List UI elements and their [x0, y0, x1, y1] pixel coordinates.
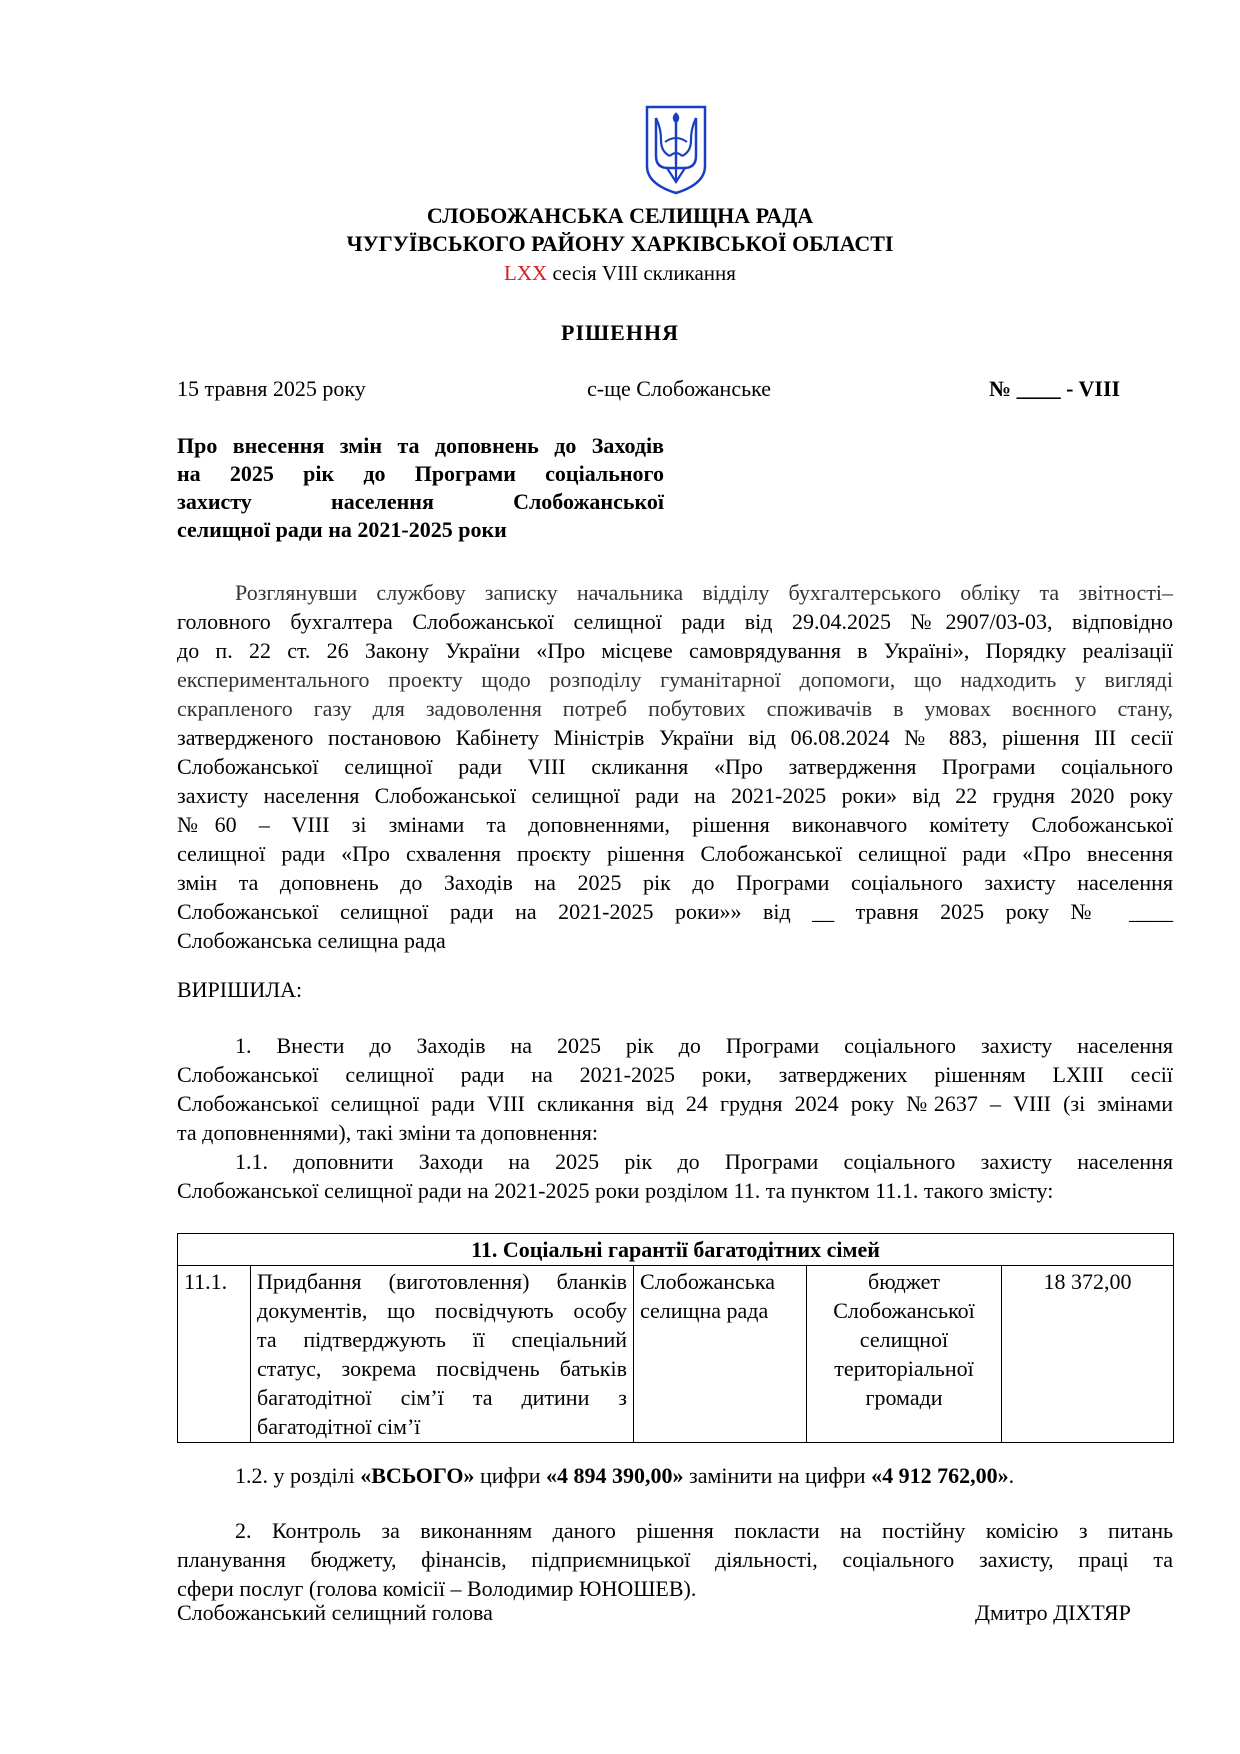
preamble-line: затвердженого постановою Кабінету Міністрів України від 06.08.2024 № 883, рішення ІІІ сесії	[177, 725, 1173, 750]
preamble-line: експериментального проекту щодо розподілу гуманітарної допомоги, що надходить у вигляді	[177, 667, 1173, 692]
decision-place: с-ще Слобожанське	[587, 376, 772, 401]
measure-line: та підтверджують її спеціальний	[257, 1327, 627, 1352]
item-1	[177, 1031, 1173, 1147]
item-1-2-suffix: .	[1008, 1463, 1015, 1488]
subject-line: на 2025 рік до Програми соціального	[177, 461, 664, 486]
decision-number: № ____ - VIII	[989, 376, 1121, 401]
item-1-1-line: 1.1. доповнити Заходи на 2025 рік до Програми соціального захисту населення	[235, 1149, 1173, 1174]
preamble	[177, 578, 1173, 955]
preamble-line: головного бухгалтера Слобожанської селищної ради від 29.04.2025 №2907/03-03, відповідно	[177, 609, 1173, 634]
item-1-1	[177, 1147, 1173, 1205]
item-1-2-mid1: цифри	[474, 1463, 547, 1488]
item-1-line: 1. Внести до Заходів на 2025 рік до Програми соціального захисту населення	[235, 1033, 1173, 1058]
measure-line: багатодітної сім’ї та дитини з	[257, 1385, 627, 1410]
decision-subject	[177, 432, 664, 544]
preamble-line: Розглянувши службову записку начальника відділу бухгалтерського обліку та звітності–	[235, 580, 1173, 605]
item-1-1-line: Слобожанської селищної ради на 2021-2025 роки розділом 11. та пунктом 11.1. такого змісту:	[177, 1178, 1054, 1203]
item-1-2-section: «ВСЬОГО»	[360, 1463, 475, 1488]
subject-line: селищної ради на 2021-2025 роки	[177, 517, 507, 542]
council-name: СЛОБОЖАНСЬКА СЕЛИЩНА РАДА	[426, 203, 814, 228]
preamble-line: Слобожанська селищна рада	[177, 928, 446, 953]
item-2-line: сфери послуг (голова комісії – Володимир ЮНОШЕВ).	[177, 1576, 697, 1601]
coat-of-arms-icon	[643, 104, 709, 196]
item-1-line: Слобожанської селищної ради на 2021-2025 роки, затверджених рішенням LXIII сесії	[177, 1062, 1173, 1087]
preamble-line: скрапленого газу для задоволення потреб побутових споживачів в умовах воєнного стану,	[177, 696, 1173, 721]
measure-line: статус, зокрема посвідчень батьків	[257, 1356, 627, 1381]
preamble-line: до п. 22 ст. 26 Закону України «Про місцеве самоврядування в Україні», Порядку реалізації	[177, 638, 1173, 663]
document-title: РІШЕННЯ	[561, 320, 679, 345]
row-executor	[634, 1266, 807, 1443]
item-1-line: Слобожанської селищної ради VIII скликання від 24 грудня 2024 року №2637 – VIII (зі змінами	[177, 1091, 1173, 1116]
measures-table	[177, 1233, 1174, 1443]
item-2-line: планування бюджету, фінансів, підприємницької діяльності, соціального захисту, праці та	[177, 1547, 1173, 1572]
decided-label: ВИРІШИЛА:	[177, 977, 303, 1002]
source-line: бюджет	[868, 1269, 940, 1294]
session-number: LXX	[504, 261, 548, 285]
session-convocation: сесія VIII скликання	[547, 261, 736, 285]
item-1-2-mid2: замінити на цифри	[683, 1463, 872, 1488]
signature-name: Дмитро ДІХТЯР	[975, 1600, 1131, 1625]
signature-position: Слобожанський селищний голова	[177, 1600, 493, 1625]
source-line: Слобожанської	[833, 1298, 975, 1323]
source-line: селищної	[859, 1327, 949, 1352]
subject-line: захисту населення Слобожанської	[177, 489, 664, 514]
item-1-2-prefix: 1.2. у розділі	[235, 1463, 361, 1488]
executor-line: Слобожанська	[640, 1269, 775, 1294]
measure-line: Придбання (виготовлення) бланків	[257, 1269, 627, 1294]
measure-line: багатодітної сім’ї	[257, 1414, 421, 1439]
item-2-line: 2. Контроль за виконанням даного рішення покласти на постійну комісію з питань	[235, 1518, 1173, 1543]
subject-line: Про внесення змін та доповнень до Заходів	[177, 433, 664, 458]
row-funding-source	[807, 1266, 1002, 1443]
preamble-line: захисту населення Слобожанської селищної ради на 2021-2025 роки» від 22 грудня 2020 року	[177, 783, 1173, 808]
row-measure	[251, 1266, 634, 1443]
decision-date: 15 травня 2025 року	[177, 376, 366, 401]
item-1-2-line	[177, 1461, 1173, 1490]
item-1-2-new-value: «4 912 762,00»	[871, 1463, 1009, 1488]
table-section-title: 11. Соціальні гарантії багатодітних сімей	[178, 1234, 1174, 1266]
preamble-line: Слобожанської селищної ради на 2021-2025 роки»» від __ травня 2025 року № ____	[177, 899, 1173, 924]
table-row	[178, 1266, 1174, 1443]
session-line	[0, 261, 1240, 286]
item-1-2-old-value: «4 894 390,00»	[546, 1463, 684, 1488]
preamble-line: змін та доповнень до Заходів на 2025 рік до Програми соціального захисту населення	[177, 870, 1173, 895]
measure-line: документів, що посвідчують особу	[257, 1298, 627, 1323]
executor-line: селищна рада	[640, 1298, 769, 1323]
preamble-line: №60 – VIII зі змінами та доповненнями, рішення виконавчого комітету Слобожанської	[177, 812, 1173, 837]
council-district: ЧУГУЇВСЬКОГО РАЙОНУ ХАРКІВСЬКОЇ ОБЛАСТІ	[346, 231, 894, 256]
item-1-line: та доповненнями), такі зміни та доповнення:	[177, 1120, 598, 1145]
table-section-row	[178, 1234, 1174, 1266]
item-1-2	[177, 1461, 1173, 1490]
preamble-line: селищної ради «Про схвалення проєкту рішення Слобожанської селищної ради «Про внесення	[177, 841, 1173, 866]
source-line: громади	[865, 1385, 943, 1410]
row-amount: 18 372,00	[1002, 1266, 1174, 1443]
source-line: територіальної	[834, 1356, 974, 1381]
row-number: 11.1.	[178, 1266, 251, 1443]
item-2	[177, 1516, 1173, 1603]
preamble-line: Слобожанської селищної ради VIII скликання «Про затвердження Програми соціального	[177, 754, 1173, 779]
